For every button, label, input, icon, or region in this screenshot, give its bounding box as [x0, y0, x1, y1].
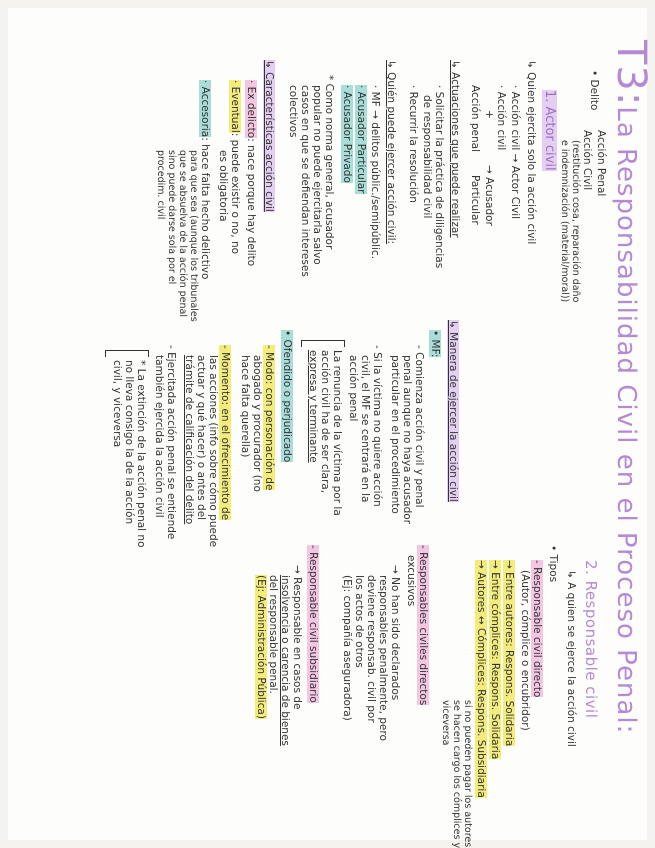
no-han: → No han sido declarados	[389, 565, 401, 701]
ac-penal: Acción penal	[469, 85, 481, 153]
entre-autores: → Entre autores: Respons. Solidaria	[503, 560, 515, 747]
subsidiario: - Responsable civil subsidiario	[307, 545, 319, 703]
actor-civil-heading: 1. Actor civil	[542, 90, 557, 171]
autores-complices: → Autores ↔ Cómplices: Respons. Subsidiaria	[475, 560, 487, 798]
tipos: • Tipos	[547, 545, 559, 583]
ej-1: (Ej: compañía aseguradora)	[341, 575, 353, 721]
page-title: T3:La Responsabilidad Civil en el Proceso Penal:	[608, 40, 654, 735]
indemnizacion: e indemnización (material/moral))	[559, 140, 570, 303]
accion-penal: Acción Penal	[595, 130, 607, 197]
delito-label: • Delito	[588, 70, 600, 111]
directos-excusivos: - Responsables civiles directos	[417, 545, 429, 706]
accesoria-2: para que sea (aunque los tribunales	[188, 150, 199, 322]
accesoria-4: sino puede darse sola por el	[166, 150, 177, 285]
modo-3: hace falta querella)	[239, 355, 251, 458]
actuaciones: ↳ Actuaciones que puede realizar	[449, 60, 461, 238]
deviene: deviene responsab. civil por	[365, 575, 377, 723]
acus-priv: · Acusador Privado	[341, 85, 353, 183]
quien-puede: ↳ Quién puede ejercer acción civil:	[385, 60, 397, 245]
tercero: los actos de otros	[353, 575, 365, 668]
renuncia-2: acción civil ha de ser clara,	[319, 350, 331, 494]
mf-heading: • MF:	[429, 330, 441, 358]
excusivos: excusivos	[405, 555, 417, 607]
momento-2: las acciones (info sobre cómo puede	[207, 355, 219, 548]
a-quien: ↳ A quien se ejerce la acción civil	[565, 570, 577, 747]
ejercitada-1: - Ejercitada acción penal se entiende	[165, 345, 177, 540]
extincion-3: civil, y viceversa	[111, 360, 123, 448]
modo-2: abogado y procurador (no	[251, 355, 263, 492]
accesoria-5: procedim. civil	[155, 150, 166, 220]
ejercitada-2: también ejercida la acción civil	[153, 355, 165, 518]
del-resp: del responsable penal.	[267, 575, 279, 694]
comienza-3: particular en el procedimiento	[389, 355, 401, 514]
accion-civil: Acción Civil	[581, 130, 593, 191]
autor: (Autor, cómplice o encubridor)	[519, 570, 531, 731]
renuncia-3: expresa y terminante	[307, 350, 319, 463]
si-1: - Si la víctima no quiere acción	[371, 345, 383, 507]
momento-1: - Momento: en el ofrecimiento de	[219, 345, 231, 521]
renuncia-bracket	[301, 340, 345, 347]
caracteristicas: ↳ Características acción civil	[263, 60, 275, 212]
plus-sign: +	[483, 110, 495, 119]
directo: - Responsable civil directo	[531, 560, 543, 698]
manera: ↳ Manera de ejercer la acción civil	[447, 320, 459, 502]
si-3: acción penal	[347, 355, 359, 422]
extincion-bracket	[105, 350, 149, 357]
norma-4: colectivos	[287, 85, 299, 138]
ac-actor: · Acción civil → Actor Civil	[509, 85, 521, 220]
extincion-1: * La extinción de la acción penal no	[135, 360, 147, 548]
accesoria-3: que se absuelva de la acción penal	[177, 150, 188, 317]
restitucion: (restitución cosa, reparación daño	[570, 140, 581, 303]
ex-delicto: · Ex delicto: nace porque hay delito	[245, 80, 257, 267]
ac-civil: · Acción civil	[495, 85, 507, 151]
insolvencia: insolvencia o carencia de bienes	[279, 575, 291, 746]
norma-1: * Como norma general, acusador	[323, 75, 335, 250]
responsable-en: → Responsable en casos de	[291, 565, 303, 710]
renuncia-1: La renuncia de la víctima por la	[331, 350, 343, 516]
ofendido: • Ofendido o perjudicado	[281, 330, 293, 463]
los-complices: se hacen cargo los cómplices y	[451, 700, 462, 848]
comienza-1: - Comienza acción civil y penal	[413, 345, 425, 508]
mf-line: · MF → delitos públic./semipúblic.	[369, 85, 381, 260]
norma-3: casos en que se defiendan intereses	[299, 85, 311, 277]
norma-2: popular no puede ejercitarla salvo	[311, 85, 323, 265]
eventual-2: es obligatoria	[217, 150, 229, 222]
solicitar: · Solicitar la práctica de diligencias	[433, 85, 445, 269]
eventual: · Eventual: puede existir o no, no	[229, 80, 241, 255]
modo-1: - Modo: con personación de	[263, 345, 275, 491]
responsables: responsables penalmente, pero	[377, 575, 389, 741]
viceversa: viceversa	[440, 700, 451, 746]
acusador: → Acusador	[483, 165, 495, 226]
si-no: si no pueden pagar los autores	[462, 700, 473, 848]
responsable-civil-heading: 2. Responsable civil	[582, 560, 600, 719]
quien-ejercita: ↳ Quien ejercita solo la acción civil	[525, 60, 537, 245]
extincion-2: no lleva consigo la de la acción	[123, 360, 135, 525]
si-2: civil, el MF se centrará en la	[359, 355, 371, 503]
acus-part: · Acusador Particular	[355, 85, 367, 194]
ej-2: (Ej: Administración Pública)	[255, 575, 267, 719]
particular: Particular	[469, 175, 481, 225]
momento-3: actuar y qué hacer) o antes del	[195, 355, 207, 521]
momento-4: trámite de calificación del delito	[183, 355, 195, 525]
comienza-2: penal aunque no haya acusador	[401, 355, 413, 524]
recurrir: · Recurrir la resolución	[407, 85, 419, 203]
accesoria: · Accesoria: hace falta hecho delictivo	[199, 80, 211, 280]
de-resp: de responsabilidad civil	[421, 95, 433, 219]
entre-complices: → Entre cómplices: Respons. Solidaria	[489, 560, 501, 760]
